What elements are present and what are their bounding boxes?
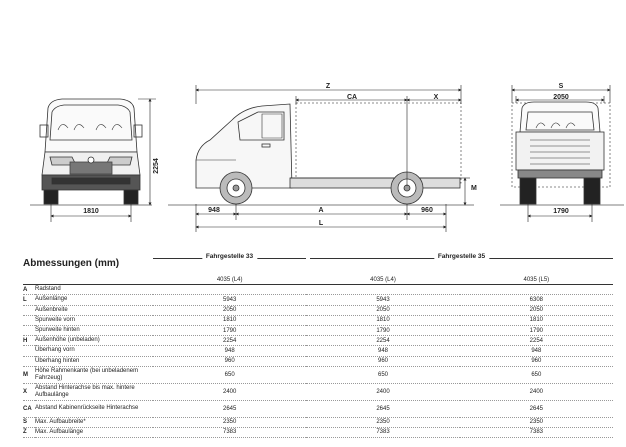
- row-value: 2645: [153, 400, 306, 417]
- column-header-row: [23, 275, 613, 285]
- table-row: [23, 295, 613, 305]
- row-label: Höhe Rahmenkante (bei unbeladenem Fahrzeug): [35, 366, 153, 383]
- table-row: [23, 305, 613, 315]
- row-value: 1810: [460, 315, 613, 325]
- row-value: 650: [306, 366, 459, 383]
- dim-l-label: L: [318, 220, 324, 227]
- row-value: 2350: [460, 417, 613, 427]
- column-header: 4035 (L4): [306, 275, 459, 285]
- table-row: [23, 427, 613, 437]
- row-value: 1810: [306, 315, 459, 325]
- row-value: [306, 285, 459, 295]
- table-header: [23, 248, 613, 275]
- row-code: L: [23, 295, 35, 305]
- table-row: [23, 383, 613, 400]
- row-value: 960: [153, 356, 306, 366]
- dim-ca-label: CA: [346, 94, 358, 101]
- row-code: Z: [23, 427, 35, 437]
- row-value: 2400: [153, 383, 306, 400]
- row-value: 2050: [460, 305, 613, 315]
- row-label: Spurweite vorn: [35, 315, 153, 325]
- table-row: [23, 356, 613, 366]
- table-row: [23, 366, 613, 383]
- row-value: 1790: [306, 325, 459, 335]
- table-row: [23, 336, 613, 346]
- row-label: Überhang vorn: [35, 346, 153, 356]
- row-value: 2254: [306, 336, 459, 346]
- row-value: 2645: [306, 400, 459, 417]
- table-row: [23, 285, 613, 295]
- table-row: [23, 315, 613, 325]
- row-value: 6308: [460, 295, 613, 305]
- row-value: 650: [460, 366, 613, 383]
- front-view: [30, 99, 152, 205]
- row-value: 7383: [306, 427, 459, 437]
- group-label-33: Fahrgestelle 33: [202, 253, 257, 260]
- row-label: Abstand Kabinenrückseite Hinterachse: [35, 400, 153, 417]
- row-code: [23, 356, 35, 366]
- row-value: 2350: [153, 417, 306, 427]
- spec-table-body: [23, 275, 613, 438]
- column-header: 4035 (L5): [460, 275, 613, 285]
- row-code: CA: [23, 400, 35, 417]
- row-code: M: [23, 366, 35, 383]
- row-code: A: [23, 285, 35, 295]
- row-code: [23, 305, 35, 315]
- dim-front-overhang-label: 948: [208, 207, 220, 214]
- row-code: H: [23, 336, 35, 346]
- row-value: 2400: [460, 383, 613, 400]
- group-fahrgestelle-33: [153, 248, 306, 275]
- row-value: [460, 285, 613, 295]
- row-label: Max. Aufbaulänge: [35, 427, 153, 437]
- side-view: [168, 103, 474, 205]
- row-label: Abstand Hinterachse bis max. hintere Aufbaulänge: [35, 383, 153, 400]
- row-value: 960: [460, 356, 613, 366]
- row-label: Radstand: [35, 285, 153, 295]
- rear-view: [500, 102, 624, 205]
- dim-x-label: X: [433, 94, 439, 101]
- dim-a-label: A: [318, 207, 324, 214]
- row-code: [23, 315, 35, 325]
- row-label: Überhang hinten: [35, 356, 153, 366]
- dim-s-label: S: [558, 83, 564, 90]
- group-label-35: Fahrgestelle 35: [434, 253, 489, 260]
- row-value: 2050: [306, 305, 459, 315]
- table-title: Abmessungen (mm): [23, 258, 120, 269]
- row-value: 1810: [153, 315, 306, 325]
- column-header: 4035 (L4): [153, 275, 306, 285]
- row-value: 2254: [153, 336, 306, 346]
- front-height-label: 2254: [153, 158, 160, 174]
- dim-m-label: M: [471, 185, 477, 192]
- table-row: [23, 346, 613, 356]
- row-code: S: [23, 417, 35, 427]
- row-value: 960: [306, 356, 459, 366]
- row-value: [153, 285, 306, 295]
- dim-z-label: Z: [325, 83, 331, 90]
- row-value: 2254: [460, 336, 613, 346]
- row-label: Max. Aufbaubreite*: [35, 417, 153, 427]
- row-code: [23, 346, 35, 356]
- row-label: Spurweite hinten: [35, 325, 153, 335]
- row-value: 948: [153, 346, 306, 356]
- front-track-label: 1810: [83, 208, 99, 215]
- row-value: 2400: [306, 383, 459, 400]
- row-value: 2645: [460, 400, 613, 417]
- front-height-dimension: [138, 99, 156, 205]
- row-label: Außenhöhe (unbeladen): [35, 336, 153, 346]
- row-value: 1790: [460, 325, 613, 335]
- row-value: 2350: [306, 417, 459, 427]
- row-value: 650: [153, 366, 306, 383]
- table-row: [23, 400, 613, 417]
- table-row: [23, 417, 613, 427]
- row-value: 1790: [153, 325, 306, 335]
- group-fahrgestelle-35: [310, 248, 613, 275]
- spec-table: [23, 275, 613, 438]
- dimensions-table: [23, 248, 613, 438]
- row-label: Außenbreite: [35, 305, 153, 315]
- row-value: 7383: [460, 427, 613, 437]
- row-value: 2050: [153, 305, 306, 315]
- rear-width-label: 2050: [553, 94, 569, 101]
- row-label: Außenlänge: [35, 295, 153, 305]
- row-value: 7383: [153, 427, 306, 437]
- row-value: 948: [306, 346, 459, 356]
- table-row: [23, 325, 613, 335]
- dim-rear-overhang-label: 960: [421, 207, 433, 214]
- row-value: 948: [460, 346, 613, 356]
- row-value: 5943: [153, 295, 306, 305]
- row-code: [23, 325, 35, 335]
- row-code: X: [23, 383, 35, 400]
- row-value: 5943: [306, 295, 459, 305]
- rear-track-label: 1790: [553, 208, 569, 215]
